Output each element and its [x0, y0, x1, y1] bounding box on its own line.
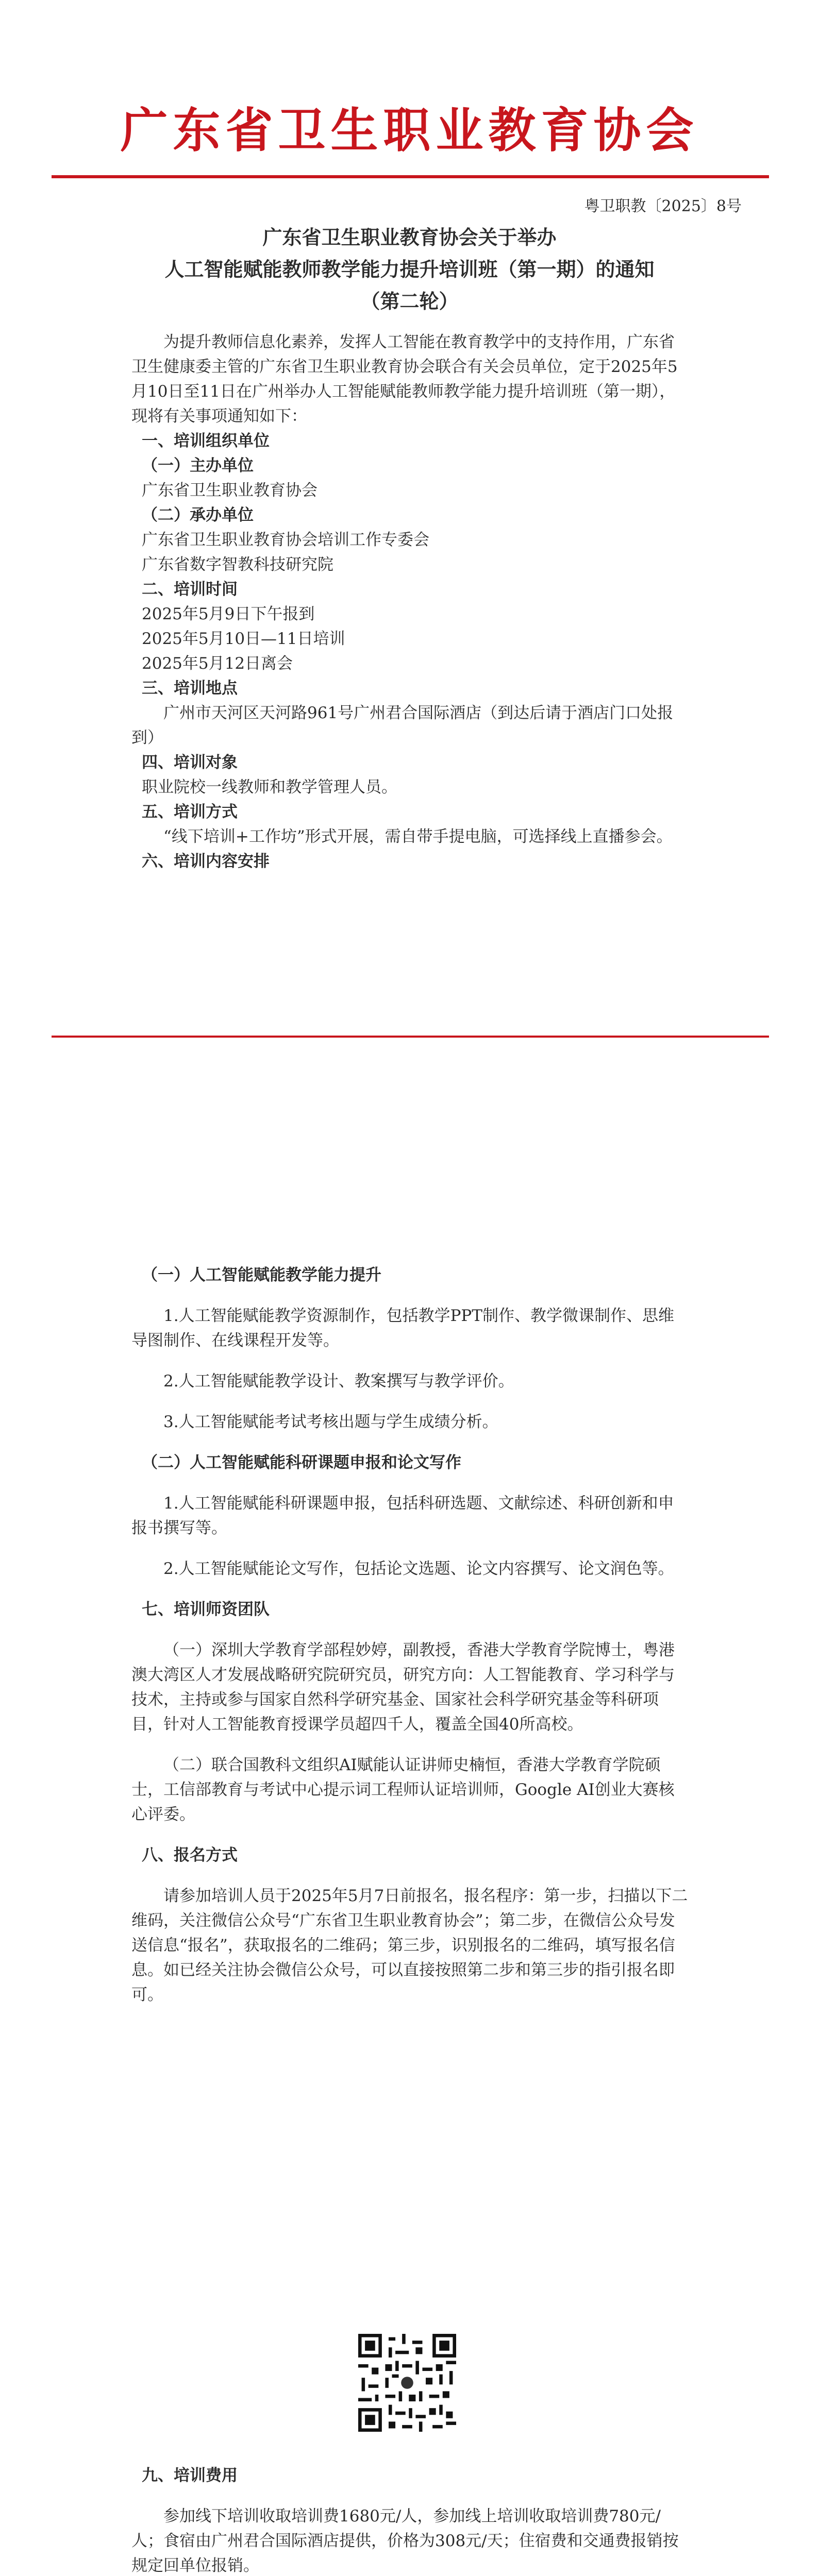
section-heading: 二、培训时间	[142, 580, 238, 599]
section-heading: 六、培训内容安排	[142, 852, 270, 871]
paragraph: 请参加培训人员于2025年5月7日前报名，报名程序：第一步，扫描以下二维码，关注微信公众号“广东省卫生职业教育协会”；第二步，在微信公众号发送信息“报名”，获取报名的二维码；第三步，识别报名的二维码，填写报名信息。如已经关注协会微信公众号，可以直接按照第二步和第三步的指引报名即可。	[131, 1887, 688, 2004]
masthead-org-name: 广东省卫生职业教育协会	[120, 103, 699, 158]
subsection-heading: （一）主办单位	[142, 456, 254, 475]
paragraph: （二）联合国教科文组织AI赋能认证讲师史楠恒，香港大学教育学院硕士，工信部教育与考试中心提示词工程师认证培训师，Google AI创业大赛核心评委。	[131, 1756, 675, 1824]
sections-list-3	[131, 2463, 688, 2576]
paragraph: 广州市天河区天河路961号广州君合国际酒店（到达后请于酒店门口处报到）	[131, 704, 674, 747]
paragraph: （一）深圳大学教育学部程妙婷，副教授，香港大学教育学院博士，粤港澳大湾区人才发展战略研究院研究员，研究方向：人工智能教育、学习科学与技术，主持或参与国家自然科学研究基金、国家社会科学研究基金等科研项目，针对人工智能教育授课学员超四千人，覆盖全国40所高校。	[131, 1641, 675, 1734]
subsection-heading: （二）人工智能赋能科研课题申报和论文写作	[142, 1453, 461, 1472]
section-heading: 九、培训费用	[142, 2466, 238, 2485]
document-number: 粤卫职教〔2025〕8号	[584, 197, 742, 215]
title-line-2: 人工智能赋能教师教学能力提升培训班（第一期）的通知	[164, 258, 655, 281]
section-heading: 八、报名方式	[142, 1846, 238, 1865]
section-heading: 三、培训地点	[142, 679, 238, 698]
section-heading: 四、培训对象	[142, 753, 238, 772]
intro-paragraph: 为提升教师信息化素养，发挥人工智能在教育教学中的支持作用，广东省卫生健康委主管的广东省卫生职业教育协会联合有关会员单位，定于2025年5月10日至11日在广州举办人工智能赋能教师教学能力提升培训班（第一期），现将有关事项通知如下：	[131, 333, 678, 426]
paragraph: 广东省卫生职业教育协会培训工作专委会	[142, 531, 429, 549]
body-section-3	[131, 2447, 688, 2576]
subsection-heading: （一）人工智能赋能教学能力提升	[142, 1266, 381, 1284]
section-heading: 七、培训师资团队	[142, 1600, 270, 1619]
body-section-1	[131, 330, 688, 874]
title-line-1: 广东省卫生职业教育协会关于举办	[262, 226, 557, 249]
red-divider-top	[52, 175, 769, 178]
body-section-2	[131, 1247, 688, 2023]
paragraph: 1.人工智能赋能科研课题申报，包括科研选题、文献综述、科研创新和申报书撰写等。	[131, 1494, 674, 1537]
paragraph: 2025年5月10日—11日培训	[142, 630, 345, 648]
paragraph: 3.人工智能赋能考试考核出题与学生成绩分析。	[163, 1413, 498, 1431]
paragraph: 2025年5月12日离会	[142, 654, 293, 673]
paragraph: 参加线下培训收取培训费1680元/人，参加线上培训收取培训费780元/人；食宿由广州君合国际酒店提供，价格为308元/天；住宿费和交通费报销按规定回单位报销。	[131, 2507, 679, 2575]
paragraph: 1.人工智能赋能教学资源制作，包括教学PPT制作、教学微课制作、思维导图制作、在线课程开发等。	[131, 1307, 674, 1350]
paragraph: 职业院校一线教师和教学管理人员。	[142, 778, 397, 796]
sections-list-1	[131, 429, 688, 874]
section-heading: 一、培训组织单位	[142, 432, 270, 450]
subsection-heading: （二）承办单位	[142, 506, 254, 524]
red-divider-middle	[52, 1036, 769, 1038]
paragraph: 广东省卫生职业教育协会	[142, 481, 317, 500]
sections-list-2	[131, 1263, 688, 2007]
qr-code[interactable]	[358, 2334, 456, 2432]
paragraph: 广东省数字智教科技研究院	[142, 555, 333, 574]
paragraph: 2.人工智能赋能论文写作，包括论文选题、论文内容撰写、论文润色等。	[163, 1560, 674, 1578]
paragraph: 2.人工智能赋能教学设计、教案撰写与教学评价。	[163, 1372, 514, 1391]
section-heading: 五、培训方式	[142, 803, 238, 821]
title-line-3: （第二轮）	[360, 290, 459, 313]
paragraph: “线下培训+工作坊”形式开展，需自带手提电脑，可选择线上直播参会。	[163, 827, 673, 846]
paragraph: 2025年5月9日下午报到	[142, 605, 315, 623]
